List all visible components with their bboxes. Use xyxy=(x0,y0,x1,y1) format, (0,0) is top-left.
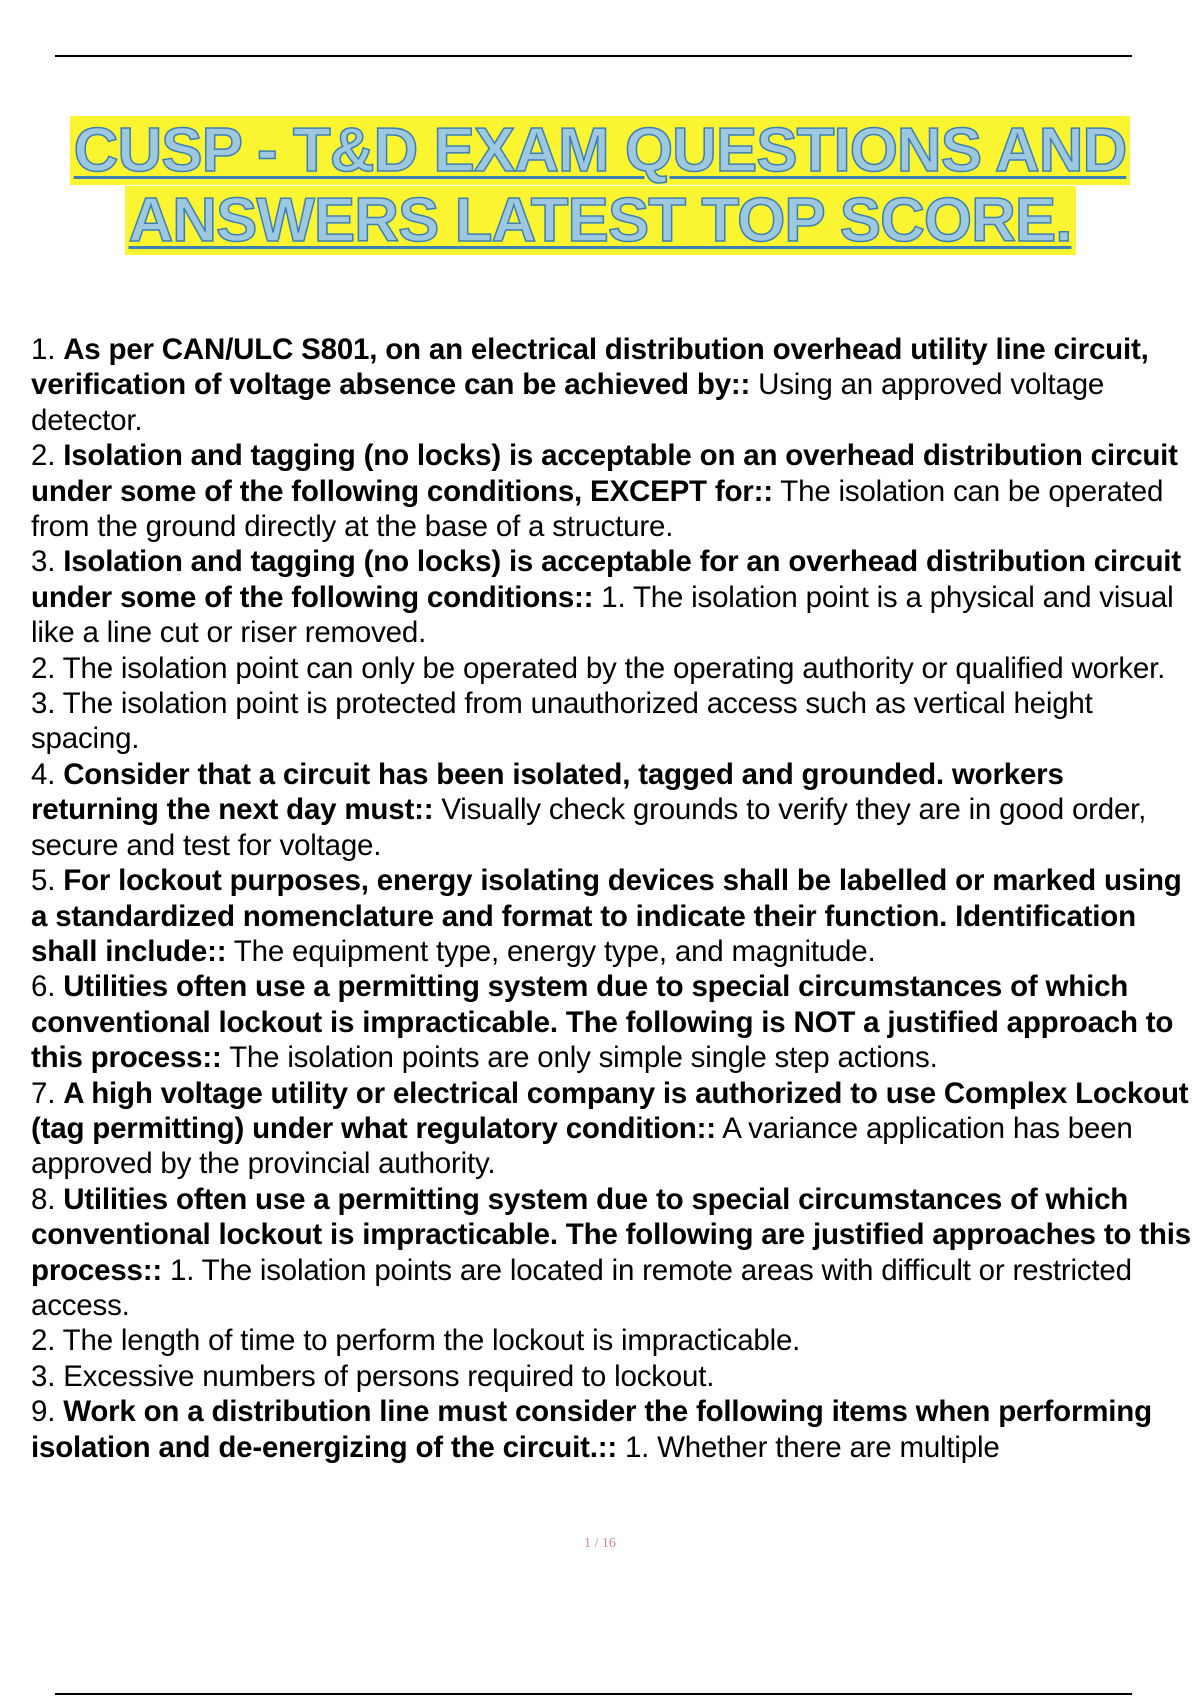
title-line-1: CUSP - T&D EXAM QUESTIONS AND xyxy=(70,116,1131,185)
qa-item xyxy=(31,332,1191,438)
answer-text: A variance application has been approved by the provincial authority. xyxy=(31,1111,1133,1181)
bottom-rule xyxy=(55,1693,1132,1695)
question-text: Consider that a circuit has been isolated, tagged and grounded. workers returning the next day must:: xyxy=(31,757,1064,827)
question-text: Isolation and tagging (no locks) is acceptable for an overhead distribution circuit under some of the following conditions:: xyxy=(31,545,1181,614)
item-number: 2. xyxy=(31,439,56,473)
qa-item xyxy=(31,1394,1191,1465)
qa-item xyxy=(31,438,1191,544)
top-rule xyxy=(55,55,1132,57)
qa-item xyxy=(31,686,1191,757)
qa-item xyxy=(31,1359,1191,1394)
question-text: Work on a distribution line must consider the following items when performing isolation and de-energizing of the circuit.:: xyxy=(31,1395,1152,1464)
item-number: 5. xyxy=(31,864,56,898)
answer-text: The isolation points are only simple single step actions. xyxy=(221,1041,938,1075)
qa-item xyxy=(31,544,1191,650)
question-text: Isolation and tagging (no locks) is acceptable on an overhead distribution circuit under some of the following conditions, EXCEPT for:: xyxy=(31,439,1178,508)
title-line-2: ANSWERS LATEST TOP SCORE. xyxy=(125,186,1076,255)
item-number: 3. xyxy=(31,545,56,579)
item-number: 7. xyxy=(31,1076,56,1110)
answer-text: The equipment type, energy type, and magnitude. xyxy=(226,934,876,968)
answer-text: 1. The isolation point is a physical and visual like a line cut or riser removed. xyxy=(31,580,1174,650)
item-number: 9. xyxy=(31,1395,56,1429)
qa-item xyxy=(31,1323,1191,1358)
qa-item xyxy=(31,969,1191,1075)
answer-text: 1. Whether there are multiple xyxy=(616,1430,1000,1464)
qa-list xyxy=(31,332,1191,1465)
answer-text: The isolation can be operated from the ground directly at the base of a structure. xyxy=(31,474,1164,544)
item-number: 4. xyxy=(31,757,56,791)
question-text: Utilities often use a permitting system due to special circumstances of which conventional lockout is impracticable. The following are justified approaches to this process:: xyxy=(31,1182,1191,1287)
answer-text: 3. The isolation point is protected from unauthorized access such as vertical height spacing. xyxy=(31,687,1093,756)
qa-item xyxy=(31,1076,1191,1182)
question-text: As per CAN/ULC S801, on an electrical distribution overhead utility line circuit, verification of voltage absence can be achieved by:: xyxy=(31,333,1149,402)
answer-text: 2. The isolation point can only be operated by the operating authority or qualified worker. xyxy=(31,651,1166,685)
answer-text: Using an approved voltage detector. xyxy=(31,368,1105,437)
item-number: 8. xyxy=(31,1182,56,1216)
qa-item xyxy=(31,863,1191,969)
qa-item xyxy=(31,651,1191,686)
item-number: 1. xyxy=(31,333,56,366)
question-text: For lockout purposes, energy isolating devices shall be labelled or marked using a standardized nomenclature and format to indicate their function. Identification shall include:: xyxy=(31,864,1182,968)
question-text: Utilities often use a permitting system due to special circumstances of which conventional lockout is impracticable. The following is NOT a justified approach to this process:: xyxy=(31,970,1174,1075)
answer-text: 1. The isolation points are located in remote areas with difficult or restricted access. xyxy=(31,1253,1132,1322)
answer-text: 3. Excessive numbers of persons required to lockout. xyxy=(31,1359,715,1393)
item-number: 6. xyxy=(31,970,56,1004)
answer-text: 2. The length of time to perform the lockout is impracticable. xyxy=(31,1324,801,1358)
answer-text: Visually check grounds to verify they are in good order, secure and test for voltage. xyxy=(31,793,1147,862)
document-title xyxy=(0,116,1200,256)
question-text: A high voltage utility or electrical company is authorized to use Complex Lockout (tag permitting) under what regulatory condition:: xyxy=(31,1076,1189,1145)
qa-item xyxy=(31,1182,1191,1324)
qa-item xyxy=(31,757,1191,863)
page-number: 1 / 16 xyxy=(584,1536,616,1551)
